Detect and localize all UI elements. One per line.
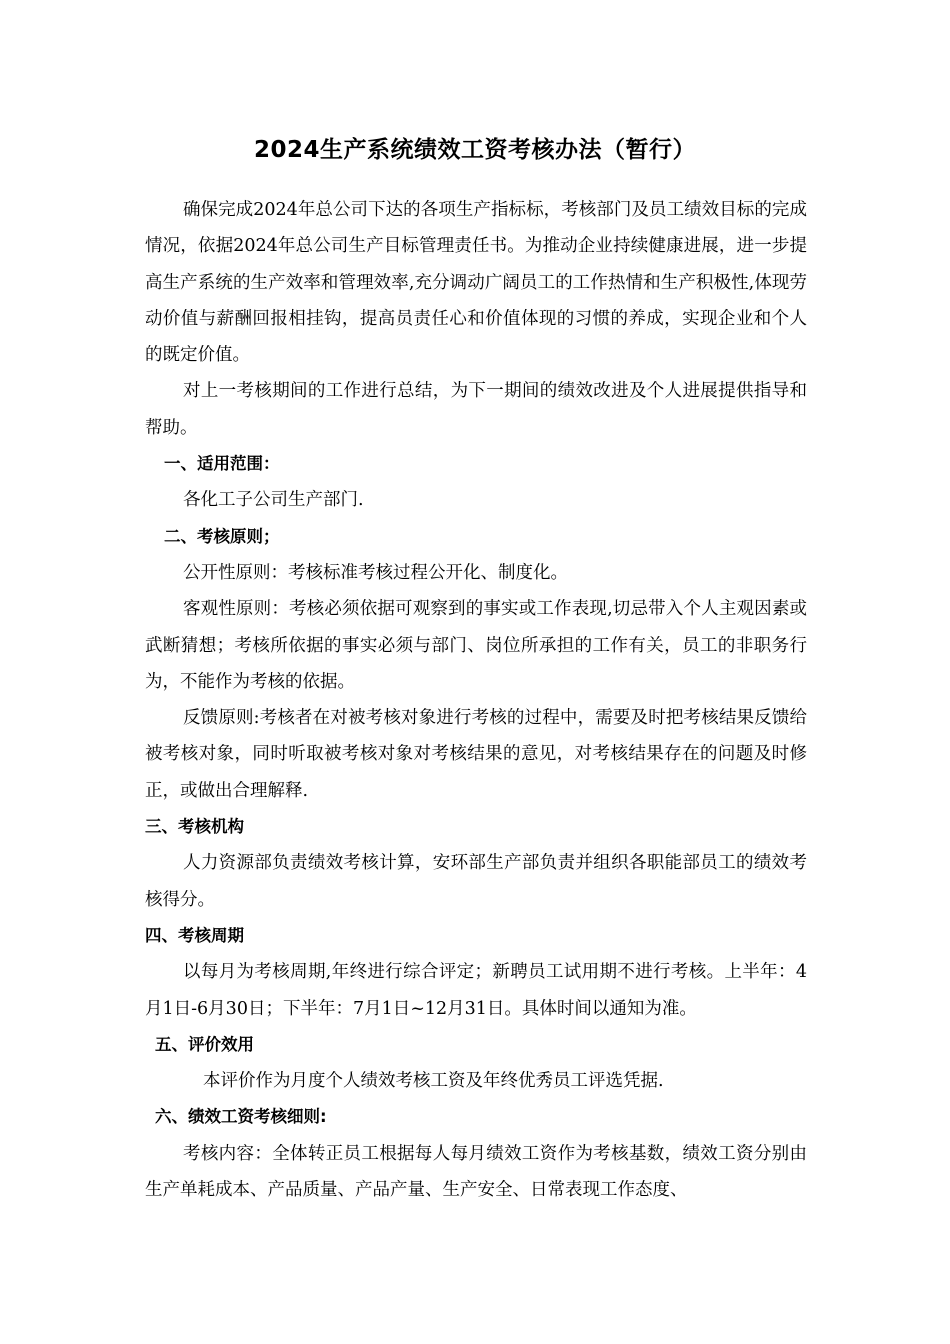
- section-paragraph: 各化工子公司生产部门.: [183, 490, 364, 511]
- section-paragraph: 客观性原则：考核必须依据可观察到的事实或工作表现,切忌带入个人主观因素或武断猜想；考核所依据的事实必须与部门、岗位所承担的工作有关，员工的非职务行为，不能作为考核的依据。: [145, 599, 807, 692]
- section-paragraph: 反馈原则:考核者在对被考核对象进行考核的过程中，需要及时把考核结果反馈给被考核对象，同时听取被考核对象对考核结果的意见，对考核结果存在的问题及时修正，或做出合理解释.: [145, 708, 807, 801]
- intro-paragraph-1: 确保完成2024年总公司下达的各项生产指标标，考核部门及员工绩效目标的完成情况，依据2024年总公司生产目标管理责任书。为推动企业持续健康进展，进一步提高生产系统的生产效率和管理效率,充分调动广阔员工的工作热情和生产积极性,体现劳动价值与薪酬回报相挂钩，提高员责任心和价值体现的习惯的养成，实现企业和个人的既定价值。: [145, 200, 807, 366]
- section-paragraph: 人力资源部负责绩效考核计算，安环部生产部负责并组织各职能部员工的绩效考核得分。: [145, 853, 807, 910]
- document-body: [145, 192, 807, 1208]
- section-heading-principles: 二、考核原则；: [164, 526, 280, 546]
- intro-paragraph-2: 对上一考核期间的工作进行总结，为下一期间的绩效改进及个人进展提供指导和帮助。: [145, 381, 807, 438]
- section-heading-rules: 六、绩效工资考核细则:: [155, 1107, 327, 1127]
- section-heading-usage: 五、评价效用: [155, 1034, 254, 1054]
- section-paragraph: 公开性原则：考核标准考核过程公开化、制度化。: [183, 562, 568, 583]
- section-heading-organization: 三、考核机构: [145, 817, 244, 837]
- section-paragraph: 以每月为考核周期,年终进行综合评定；新聘员工试用期不进行考核。上半年：4月1日-6月30日；下半年：7月1日~12月31日。具体时间以通知为准。: [145, 962, 807, 1019]
- section-paragraph: 本评价作为月度个人绩效考核工资及年终优秀员工评选凭据.: [203, 1071, 664, 1092]
- section-heading-scope: 一、适用范围：: [164, 454, 280, 474]
- section-heading-cycle: 四、考核周期: [145, 925, 244, 945]
- document-title: 2024生产系统绩效工资考核办法（暂行）: [253, 137, 696, 163]
- section-paragraph: 考核内容：全体转正员工根据每人每月绩效工资作为考核基数，绩效工资分别由生产单耗成本、产品质量、产品产量、生产安全、日常表现工作态度、: [145, 1143, 807, 1201]
